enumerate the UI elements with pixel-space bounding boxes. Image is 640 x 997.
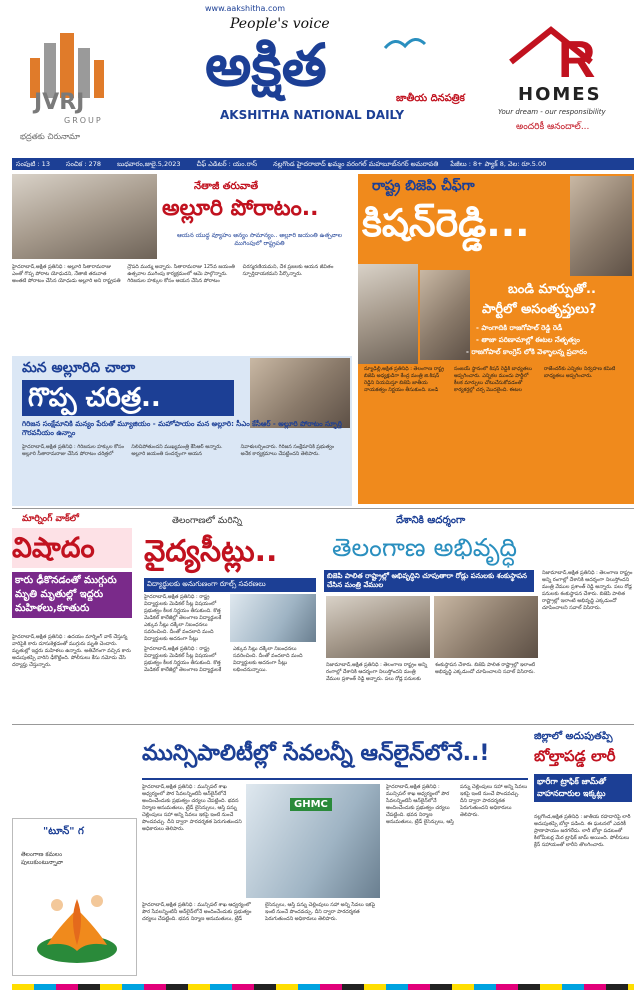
story6-body: నిజామాబాద్,అక్షిత ప్రతినిధి : తెలంగాణ రాష్ట్రం అన్ని రంగాల్లో దేశానికి ఆదర్శంగా నిలుస్తోందని మంత్రి వేముల ప్రశాంత్ రెడ్డి అన్నారు. పలు రోడ్ల పనులకు శంకుస్థాపన చేశారు. బిజెపి పాలిత రాష్ట్రాల్లో ఇలాంటి అభివృద్ధి ఎక్కడుందో చూపించాలని సవాల్ విసిరారు. [326,662,535,682]
lotus-cartoon-icon [27,879,127,969]
story6-kicker: దేశానికి ఆదర్శంగా [396,515,466,526]
story2-bullet2: - తాజా పరిణామాల్లో ఈటల నేతృత్వం [476,336,580,344]
story-cm-alluri[interactable] [12,356,352,506]
story7-body-left: హైదరాబాద్,అక్షిత ప్రతినిధి : మున్సిపల్ శాఖ ఆధ్వర్యంలో పౌర సేవలన్నింటినీ ఆన్‌లైన్‌లోనే అందించేందుకు ప్రభుత్వం చర్యలు చేపట్టింది. భవన నిర్మాణ అనుమతులు, ట్రేడ్ లైసెన్సులు, ఆస్తి పన్ను చెల్లింపులు సహా అన్ని సేవలు ఇకపై ఇంటి నుంచే పొందవచ్చు. దీని ద్వారా పారదర్శకత పెరుగుతుందని అధికారులు తెలిపారు. [142,784,242,832]
volume: సంపుటి : 13 [16,160,50,168]
story2-kicker: రాష్ట్ర బిజెపి చీఫ్‌గా [372,178,475,194]
minister-photo-2 [434,596,538,658]
r-homes-ad[interactable] [488,22,633,150]
story2-headline: కిషన్‌రెడ్డి... [362,201,530,245]
story-telangana-development[interactable] [322,512,634,722]
medical-photo [230,594,316,642]
story5-body: హైదరాబాద్,అక్షిత ప్రతినిధి : రాష్ట్ర విద్యార్థులకు మెడికల్ సీట్ల విషయంలో ప్రభుత్వం కీలక నిర్ణయం తీసుకుంది. కొత్త మెడికల్ కాలేజీల్లో తెలంగాణ విద్యార్థులకే ఎక్కువ సీట్లు దక్కేలా నిబంధనలు సవరించింది. దీంతో వందలాది మంది విద్యార్థులకు అదనంగా సీట్లు లభించనున్నాయి. [144,646,303,673]
story3-headline: గొప్ప చరిత్ర.. [22,380,234,416]
cartoon-caption: తెలంగాణ కమలం పులుకుంటున్నావా [21,851,63,866]
story4-headline: విషాదం [12,528,132,568]
story8-deck: భారీగా ట్రాఫిక్ జామ్‌తో వాహనదారుల ఇక్కట్లు [534,774,632,802]
story-lorry-accident[interactable] [532,728,634,976]
cartoon-title: "టూన్" గ [43,826,84,837]
story3-body: హైదరాబాద్,అక్షిత ప్రతినిధి : గిరిజనుల హక్కుల కోసం అల్లూరి సీతారామరాజు చేసిన పోరాటం చరిత్రలో నిలిచిపోతుందని ముఖ్యమంత్రి కేసీఆర్ అన్నారు. అల్లూరి జయంతి సందర్భంగా ఆయన నివాళులర్పించారు. గిరిజన సంక్షేమానికి ప్రభుత్వం అనేక కార్యక్రమాలు చేపట్టిందని తెలిపారు. [22,444,335,457]
print-color-strip [12,984,634,990]
story1-deck: ఆయన యుద్ధ వ్యూహం అన్యం సామాన్యం.. అల్లూరి జయంతి ఉత్సవాల ముగింపులో రాష్ట్రపతి [177,232,342,247]
story-morning-walk[interactable] [12,512,137,722]
story2-side1: బండి మార్పుతో.. [508,282,596,297]
story5-headline: వైద్యసీట్లు.. [144,534,278,569]
svg-text:R: R [558,31,596,82]
issue-date: బుధవారం,జులై.5,2023 [117,160,181,168]
story8-headline: బోల్తాపడ్డ లారీ [534,747,616,765]
story6-deck: బిజెపి పాలిత రాష్ట్రాల్లో అభివృద్ధిని చూపుతారా రోడ్లు పనులకు శంకుస్థాపన చేసిన మంత్రి వేముల [324,570,534,592]
chief-editor: చీఫ్ ఎడిటర్ : యం.రాస్ [196,160,258,168]
kishan-photo [570,176,632,276]
leader-photo-1 [358,264,418,364]
homes-tagline-telugu: అందరికీ ఆనందాల్... [516,122,590,132]
masthead-english: AKSHITHA NATIONAL DAILY [220,108,405,122]
jvrj-ad[interactable] [12,28,137,148]
birds-icon [380,28,440,58]
story2-bullet1: - పాంగాదికి రాజగోపాల్ రెడ్డి రెడీ [476,324,563,332]
story-kishan-reddy[interactable] [358,174,634,504]
story1-headline: అల్లూరి పోరాటం.. [162,196,319,221]
story7-headline: మున్సిపాలిటీల్లో సేవలన్నీ ఆన్‌లైన్‌లోనే..! [142,730,528,780]
masthead [0,0,640,158]
story4-deck: కారు ఢీకొనడంతో ముగ్గురు మృతి మృతుల్లో ఇద్దరు మహిళలు,కూతురు [12,572,132,618]
ghmc-building-photo [246,784,380,898]
masthead-sub: జాతీయ దినపత్రిక [396,93,465,104]
story5-deck: విద్యార్థులకు అనుగుణంగా రూల్స్ సవరణలు [144,578,316,592]
story5-body-top: హైదరాబాద్,అక్షిత ప్రతినిధి : రాష్ట్ర విద్యార్థులకు మెడికల్ సీట్ల విషయంలో ప్రభుత్వం కీలక నిర్ణయం తీసుకుంది. కొత్త మెడికల్ కాలేజీల్లో తెలంగాణ విద్యార్థులకే ఎక్కువ సీట్లు దక్కేలా నిబంధనలు సవరించింది. దీంతో వందలాది మంది విద్యార్థులకు అదనంగా సీట్లు [144,594,222,642]
story4-kicker: మార్నింగ్ వాక్‌లో [22,514,79,524]
website-url[interactable]: www.aakshitha.com [205,4,286,13]
story4-body: హైదరాబాద్,అక్షిత ప్రతినిధి : ఉదయం మార్నింగ్ వాక్ చేస్తున్న వారిపైకి కారు దూసుకెళ్లడంతో ముగ్గురు మృతి చెందారు. మృతుల్లో ఇద్దరు మహిళలు ఉన్నారు. అతివేగంగా వచ్చిన కారు అదుపుతప్పి వారిని ఢీకొట్టింది. పోలీసులు కేసు నమోదు చేసి దర్యాప్తు చేస్తున్నారు. [12,634,131,668]
story2-bullet3: - రాజగోపాల్ కాంగ్రెస్ లోకి వెళ్ళాలన్న ప్రచారం [466,348,587,356]
issue: సంచిక : 278 [66,160,102,168]
story-alluri-president[interactable] [12,174,352,352]
story8-kicker: జిల్లాలో అదుపుతప్పి [534,731,613,742]
story-medical-seats[interactable] [142,512,318,722]
story2-side2: పార్టీలో అసంతృప్తులు? [482,302,597,317]
story3-deck: గిరిజన సంక్షేమానికి మన్యం పేరుతో మ్యూజియం - మహోపాయం మన అల్లూరి: సీఎం కేసీఆర్ - అల్లూరి పోరాటం స్ఫూర్తి గౌరవనీయం ఉన్నాం [22,420,342,437]
story6-body-side: నిజామాబాద్,అక్షిత ప్రతినిధి : తెలంగాణ రాష్ట్రం అన్ని రంగాల్లో దేశానికి ఆదర్శంగా నిలుస్తోందని మంత్రి వేముల ప్రశాంత్ రెడ్డి అన్నారు. పలు రోడ్ల పనులకు శంకుస్థాపన చేశారు. బిజెపి పాలిత రాష్ట్రాల్లో ఇలాంటి అభివృద్ధి ఎక్కడుందో చూపించాలని సవాల్ విసిరారు. [542,570,633,611]
house-roof-icon [506,22,616,82]
jvrj-group: GROUP [64,116,103,125]
info-bar [12,158,634,170]
divider [12,508,634,509]
masthead-title: అక్షిత [205,31,327,99]
tagline: People's voice [230,16,330,32]
president-photo [12,174,157,259]
price: పేజీలు : 8+ ప్యాక్ 8, వెల: రూ.5.00 [450,160,547,168]
story7-body-bottom: హైదరాబాద్,అక్షిత ప్రతినిధి : మున్సిపల్ శాఖ ఆధ్వర్యంలో పౌర సేవలన్నింటినీ ఆన్‌లైన్‌లోనే అందించేందుకు ప్రభుత్వం చర్యలు చేపట్టింది. భవన నిర్మాణ అనుమతులు, ట్రేడ్ లైసెన్సులు, ఆస్తి పన్ను చెల్లింపులు సహా అన్ని సేవలు ఇకపై ఇంటి నుంచే పొందవచ్చు. దీని ద్వారా పారదర్శకత పెరుగుతుందని అధికారులు తెలిపారు. [142,902,376,922]
cartoon-box[interactable] [12,818,137,976]
homes-brand: HOMES [518,84,602,105]
divider [12,724,634,725]
story6-headline: తెలంగాణ అభివృద్ధి [332,533,518,562]
story2-body: న్యూఢిల్లీ,అక్షిత ప్రతినిధి : తెలంగాణ రాష్ట్ర బిజెపి అధ్యక్షుడిగా కేంద్ర మంత్రి జి.కిషన్ రెడ్డిని నియమిస్తూ బిజెపి జాతీయ నాయకత్వం నిర్ణయం తీసుకుంది. బండి సంజయ్ స్థానంలో కిషన్ రెడ్డికి బాధ్యతలు అప్పగించారు. ఎన్నికల ముందు పార్టీలో కీలక మార్పులు చోటుచేసుకోవడంతో కార్యకర్తల్లో చర్చ మొదలైంది. ఈటల రాజేందర్‌కు ఎన్నికల నిర్వహణ కమిటీ బాధ్యతలు అప్పగించారు. [364,366,616,393]
jvrj-tagline: భద్రతకు చిరునామా [20,132,81,141]
story3-kicker: మన అల్లూరిది చాలా [22,360,136,376]
story8-body: నల్లగొండ,అక్షిత ప్రతినిధి : జాతీయ రహదారిపై లారీ అదుపుతప్పి బోల్తా పడింది. ఈ ఘటనలో ఎవరికీ ప్రాణాపాయం జరగలేదు. లారీ బోల్తా పడటంతో కిలోమీటర్ల మేర ట్రాఫిక్ జామ్ అయింది. పోలీసులు క్రేన్ సహాయంతో లారీని తొలగించారు. [534,814,631,848]
story-municipal-online[interactable] [142,728,528,976]
story5-kicker: తెలంగాణలో మరిన్ని [172,516,243,526]
homes-tagline: Your dream - our responsibility [498,108,606,116]
story1-body: హైదరాబాద్,అక్షిత ప్రతినిధి : అల్లూరి సీతారామరాజు ఎంతో గొప్ప పోరాట యోధుడని, నేతాజీ తరువాత అంతటి పోరాటం చేసిన యోధుడు అల్లూరి అని రాష్ట్రపతి ద్రౌపది ముర్ము అన్నారు. సీతారామరాజు 125వ జయంతి ఉత్సవాల ముగింపు కార్యక్రమంలో ఆమె పాల్గొన్నారు. గిరిజనుల హక్కుల కోసం ఆయన చేసిన పోరాటం చిరస్మరణీయమని, దేశ ప్రజలకు ఆయన జీవితం స్ఫూర్తిదాయకమని పేర్కొన్నారు. [12,264,334,284]
story7-body-right: హైదరాబాద్,అక్షిత ప్రతినిధి : మున్సిపల్ శాఖ ఆధ్వర్యంలో పౌర సేవలన్నింటినీ ఆన్‌లైన్‌లోనే అందించేందుకు ప్రభుత్వం చర్యలు చేపట్టింది. భవన నిర్మాణ అనుమతులు, ట్రేడ్ లైసెన్సులు, ఆస్తి పన్ను చెల్లింపులు సహా అన్ని సేవలు ఇకపై ఇంటి నుంచే పొందవచ్చు. దీని ద్వారా పారదర్శకత పెరుగుతుందని అధికారులు తెలిపారు. [386,784,528,825]
building-icon [22,28,132,98]
jvrj-brand: JVRJ [34,90,85,115]
cm-photo [250,358,350,428]
leader-photo-2 [420,270,470,360]
edition-cities: నల్లగొండ హైదరాబాద్ ఖమ్మం వరంగల్ మహబూబ్‌నగర్ అమరావతి [273,160,439,168]
story1-kicker: నేతాజీ తరువాతే [194,181,259,192]
ghmc-sign: GHMC [290,798,332,811]
minister-photo-1 [326,596,430,658]
